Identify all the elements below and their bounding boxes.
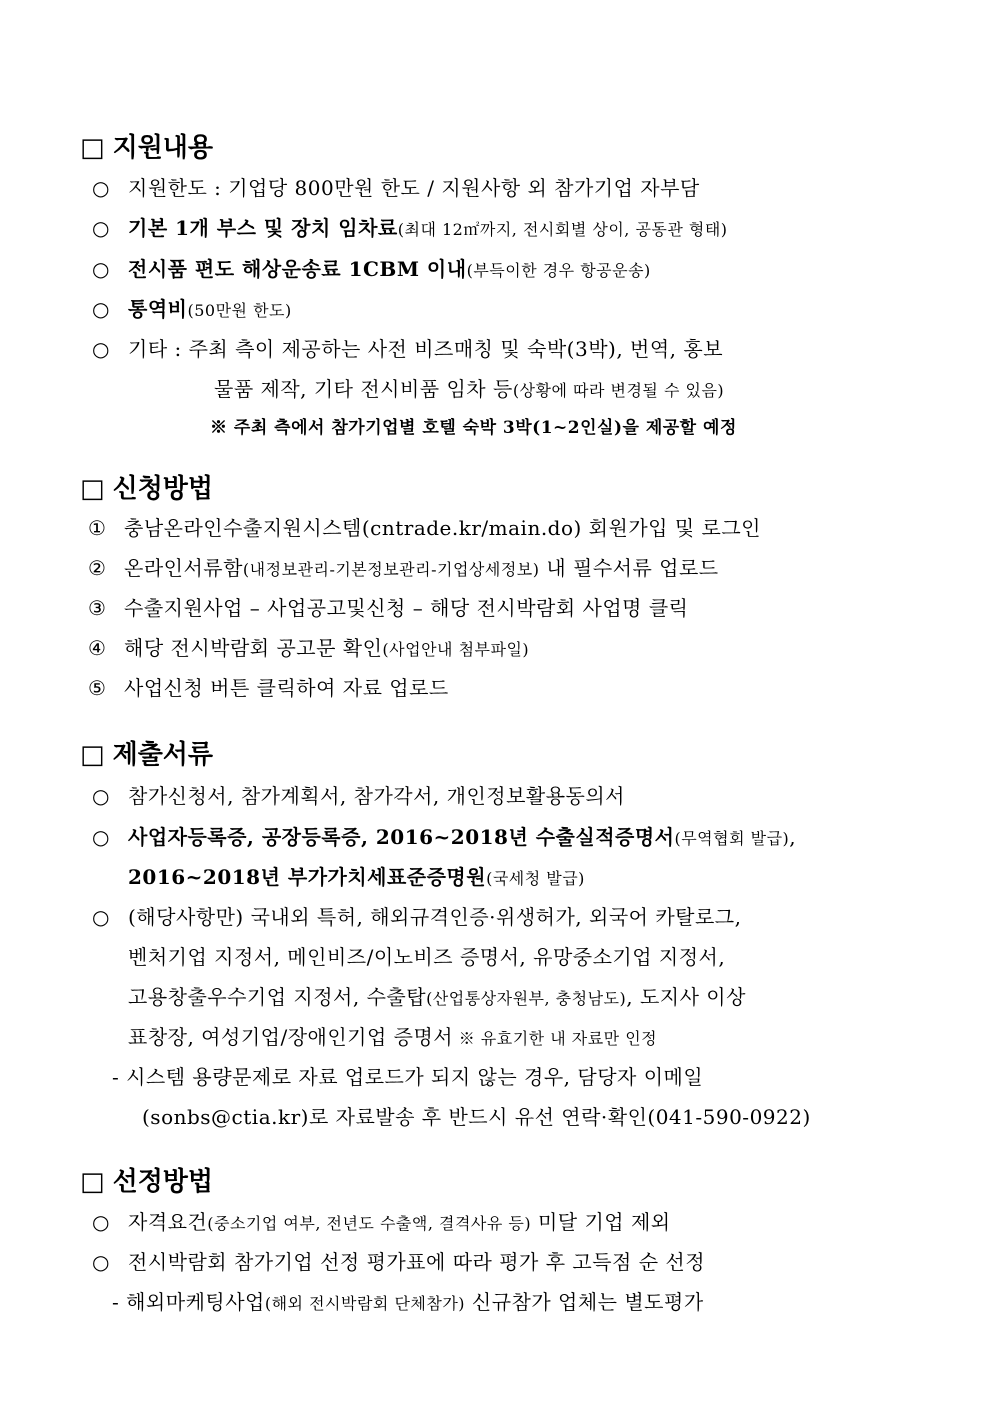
circle-bullet-icon: ○	[92, 257, 110, 281]
circle-bullet-icon: ○	[92, 784, 110, 808]
select-item-eligibility: ○ 자격요건(중소기업 여부, 전년도 수출액, 결격사유 등) 미달 기업 제외	[92, 1210, 671, 1234]
docs-item-optional-cont-3: 표창장, 여성기업/장애인기업 증명서 ※ 유효기한 내 자료만 인정	[128, 1025, 658, 1049]
section-title-apply: □ 신청방법	[80, 474, 214, 504]
apply-step-4: ④ 해당 전시박람회 공고문 확인(사업안내 첨부파일)	[88, 636, 530, 660]
docs-item-optional-cont-1: 벤처기업 지정서, 메인비즈/이노비즈 증명서, 유망중소기업 지정서,	[128, 945, 726, 969]
support-item-limit: ○ 지원한도 : 기업당 800만원 한도 / 지원사항 외 참가기업 자부담	[92, 176, 700, 200]
circled-three-icon: ③	[88, 596, 107, 620]
checkbox-square-icon: □	[80, 133, 105, 163]
docs-upload-note: - 시스템 용량문제로 자료 업로드가 되지 않는 경우, 담당자 이메일	[112, 1065, 704, 1089]
docs-item-optional: ○ (해당사항만) 국내외 특허, 해외규격인증·위생허가, 외국어 카탈로그,	[92, 905, 742, 929]
circle-bullet-icon: ○	[92, 176, 110, 200]
circle-bullet-icon: ○	[92, 337, 110, 361]
checkbox-square-icon: □	[80, 740, 105, 770]
circle-bullet-icon: ○	[92, 1210, 110, 1234]
circled-four-icon: ④	[88, 636, 107, 660]
apply-step-1: ① 충남온라인수출지원시스템(cntrade.kr/main.do) 회원가입 및 로그인	[88, 516, 761, 540]
support-item-etc-cont: 물품 제작, 기타 전시비품 임차 등(상황에 따라 변경될 수 있음)	[214, 377, 725, 401]
support-item-interpretation: ○ 통역비(50만원 한도)	[92, 297, 292, 321]
apply-step-5: ⑤ 사업신청 버튼 클릭하여 자료 업로드	[88, 676, 449, 700]
docs-item-registrations-cont: 2016~2018년 부가가치세표준증명원(국세청 발급)	[128, 865, 585, 889]
circle-bullet-icon: ○	[92, 1250, 110, 1274]
circle-bullet-icon: ○	[92, 825, 110, 849]
support-item-shipping: ○ 전시품 편도 해상운송료 1CBM 이내(부득이한 경우 항공운송)	[92, 257, 651, 281]
section-title-docs: □ 제출서류	[80, 740, 214, 770]
circled-five-icon: ⑤	[88, 676, 107, 700]
circle-bullet-icon: ○	[92, 297, 110, 321]
circle-bullet-icon: ○	[92, 216, 110, 240]
checkbox-square-icon: □	[80, 474, 105, 504]
select-item-evaluation: ○ 전시박람회 참가기업 선정 평가표에 따라 평가 후 고득점 순 선정	[92, 1250, 706, 1274]
section-title-support: □ 지원내용	[80, 133, 214, 163]
apply-step-3: ③ 수출지원사업 – 사업공고및신청 – 해당 전시박람회 사업명 클릭	[88, 596, 689, 620]
apply-step-2: ② 온라인서류함(내정보관리-기본정보관리-기업상세정보) 내 필수서류 업로드	[88, 556, 719, 580]
docs-item-optional-cont-2: 고용창출우수기업 지정서, 수출탑(산업통상자원부, 충청남도), 도지사 이상	[128, 985, 746, 1009]
support-hotel-note: ※ 주최 측에서 참가기업별 호텔 숙박 3박(1~2인실)을 제공할 예정	[210, 418, 737, 438]
circled-two-icon: ②	[88, 556, 107, 580]
circled-one-icon: ①	[88, 516, 107, 540]
circle-bullet-icon: ○	[92, 905, 110, 929]
section-title-select: □ 선정방법	[80, 1167, 214, 1197]
support-item-etc: ○ 기타 : 주최 측이 제공하는 사전 비즈매칭 및 숙박(3박), 번역, 홍보	[92, 337, 724, 361]
docs-item-registrations: ○ 사업자등록증, 공장등록증, 2016~2018년 수출실적증명서(무역협회 발급),	[92, 825, 797, 849]
docs-upload-note-cont: (sonbs@ctia.kr)로 자료발송 후 반드시 유선 연락·확인(041-590-0922)	[142, 1105, 811, 1129]
docs-item-forms: ○ 참가신청서, 참가계획서, 참가각서, 개인정보활용동의서	[92, 784, 626, 808]
select-item-new-participant: - 해외마케팅사업(해외 전시박람회 단체참가) 신규참가 업체는 별도평가	[112, 1290, 704, 1314]
checkbox-square-icon: □	[80, 1167, 105, 1197]
support-item-booth: ○ 기본 1개 부스 및 장치 임차료(최대 12㎡까지, 전시회별 상이, 공동관 형태)	[92, 216, 728, 240]
